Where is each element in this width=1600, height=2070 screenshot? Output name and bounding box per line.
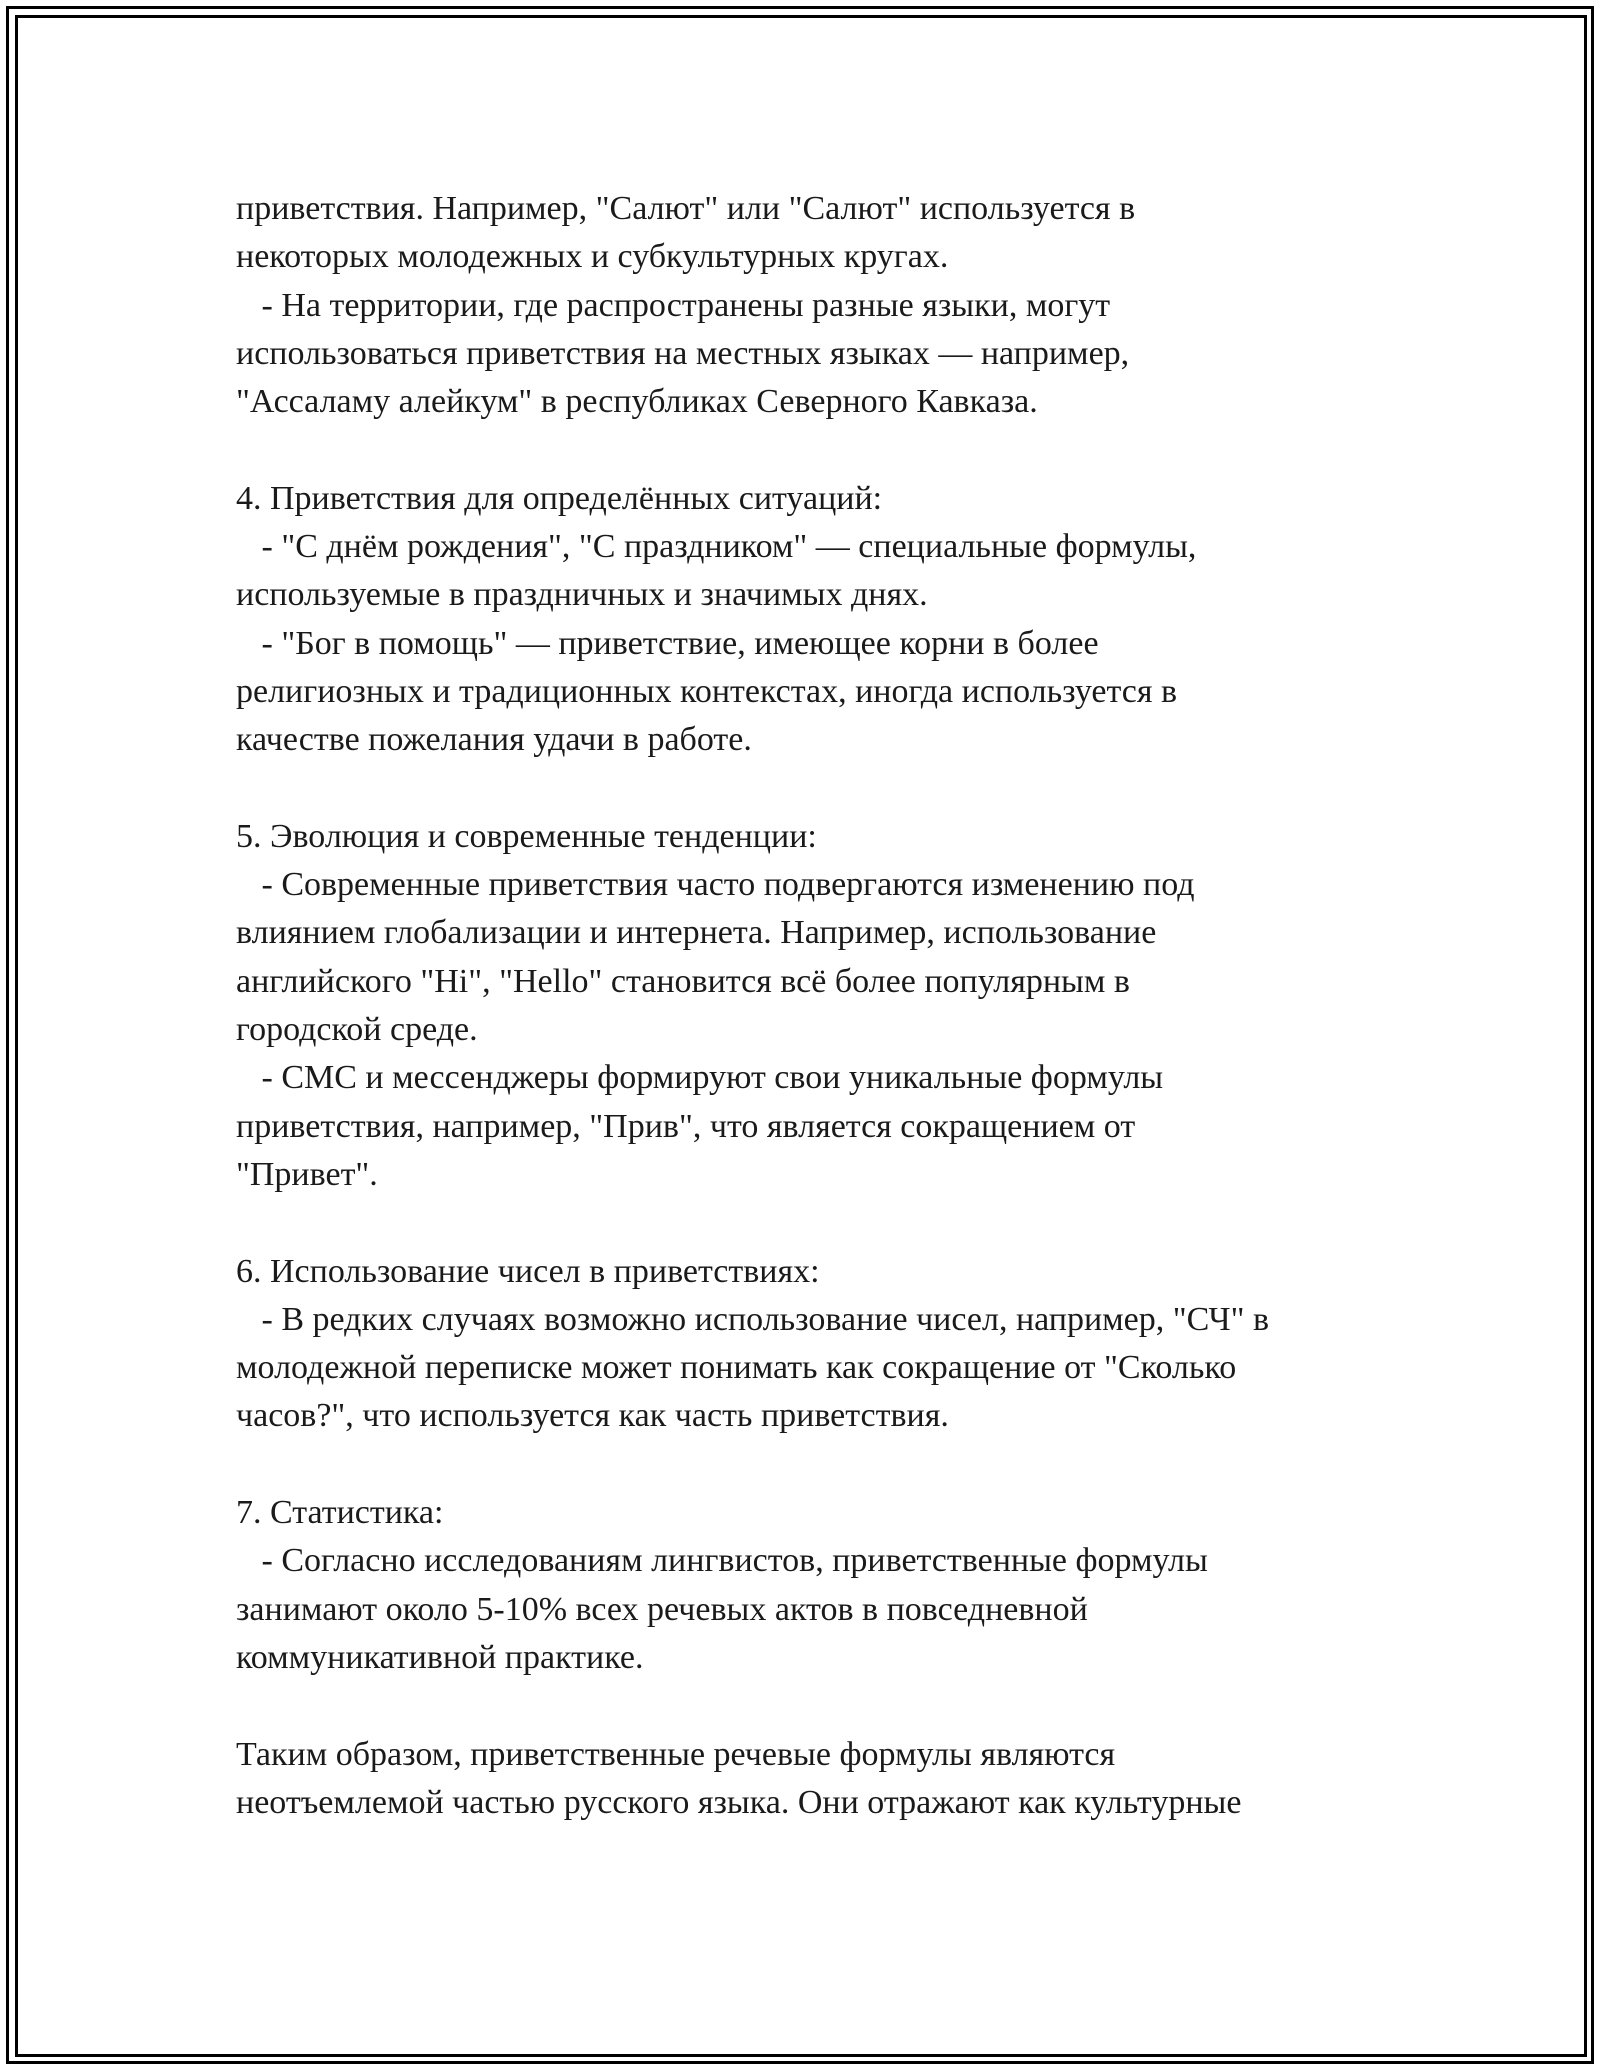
text-line: Таким образом, приветственные речевые формулы являются (236, 1735, 1116, 1773)
text-line: использоваться приветствия на местных языках — например, (236, 334, 1130, 372)
blank-line (236, 1199, 1416, 1247)
text-line: коммуникативной практике. (236, 1638, 644, 1676)
blank-line (236, 765, 1416, 813)
text-line: - "Бог в помощь" — приветствие, имеющее корни в более (236, 624, 1099, 662)
text-line: влиянием глобализации и интернета. Например, использование (236, 914, 1157, 952)
blank-line (236, 426, 1416, 474)
text-line: занимают около 5-10% всех речевых актов в повседневной (236, 1590, 1088, 1628)
text-line: - На территории, где распространены разные языки, могут (236, 286, 1111, 324)
text-line: городской среде. (236, 1011, 478, 1049)
blank-line (236, 1682, 1416, 1730)
text-line: часов?", что используется как часть приветствия. (236, 1397, 949, 1435)
text-line: религиозных и традиционных контекстах, иногда используется в (236, 672, 1178, 710)
text-line: - "С днём рождения", "С праздником" — специальные формулы, (236, 528, 1197, 566)
blank-line (236, 1441, 1416, 1489)
text-line: неотъемлемой частью русского языка. Они отражают как культурные (236, 1783, 1242, 1821)
text-line: - В редких случаях возможно использование чисел, например, "СЧ" в (236, 1300, 1270, 1338)
text-line: молодежной переписке может понимать как сокращение от "Сколько (236, 1349, 1237, 1387)
document-body (236, 185, 1416, 1827)
text-line: используемые в праздничных и значимых днях. (236, 576, 928, 614)
text-line: - Современные приветствия часто подвергаются изменению под (236, 866, 1195, 904)
text-line: "Привет". (236, 1155, 378, 1193)
section-heading: 4. Приветствия для определённых ситуаций: (236, 479, 883, 517)
text-line: некоторых молодежных и субкультурных кругах. (236, 238, 949, 276)
section-heading: 5. Эволюция и современные тенденции: (236, 817, 817, 855)
section-heading: 7. Статистика: (236, 1494, 444, 1532)
text-line: - Согласно исследованиям лингвистов, приветственные формулы (236, 1542, 1208, 1580)
text-line: качестве пожелания удачи в работе. (236, 721, 752, 759)
text-line: приветствия, например, "Прив", что является сокращением от (236, 1107, 1136, 1145)
text-line: - СМС и мессенджеры формируют свои уникальные формулы (236, 1059, 1164, 1097)
section-heading: 6. Использование чисел в приветствиях: (236, 1252, 820, 1290)
text-line: "Ассаламу алейкум" в республиках Северного Кавказа. (236, 383, 1038, 421)
text-line: приветствия. Например, "Салют" или "Салют" используется в (236, 190, 1136, 227)
text-line: английского "Hi", "Hello" становится всё более популярным в (236, 962, 1130, 1000)
